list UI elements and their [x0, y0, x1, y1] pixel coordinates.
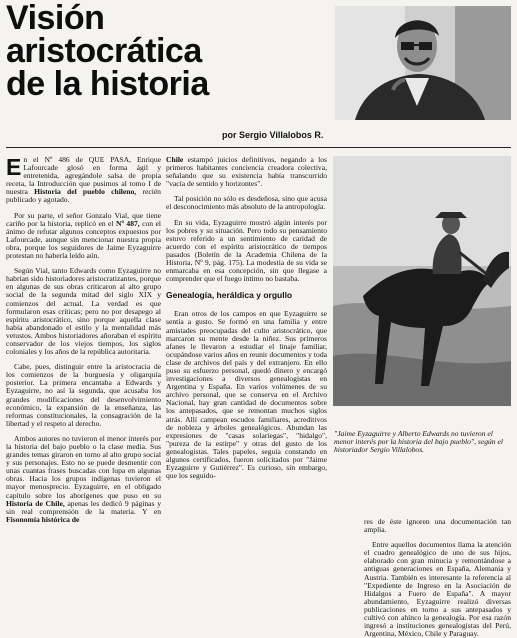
headline	[6, 2, 326, 101]
paragraph-9: Eran otros de los campos en que Eyzaguirre se sentía a gusto. Se formó en una familia y entre amistades preocupadas del culto aristocrático, que marcaron su mente desde la niñez. Sus primeros afanes le llevaron a estudiar el linaje familiar, ocupándose varios años en reunir documentos y toda clase de archivos del país y del extranjero. En ello puso su esfuerzo personal, quedó dinero y encargó investigaciones a diversos genealogistas en Argentina y España. En varios volúmenes de su archivo personal, que se conserva en el Archivo Nacional, hay gran cantidad de documentos sobre los antepasados, que se remontan muchos siglos atrás. Allí campean escudos familiares, acreditivos de nobleza y árboles genealógicos. Abundan las expresiones de "casas solariegas", "hidalgo", "pureza de la estirpe" y otras del gusto de los genealogistas. Tales papeles, seguía constando en algunos certificados, fueron solicitados por "Jaime Eyzaguirre y Gutiérrez". Es curioso, sin embargo, que los seguido-	[166, 309, 327, 481]
paragraph-8: En su vida, Eyzaguirre mostró algún interés por los pobres y su situación. Pero todo su pensamiento estuvo referido a un sentimiento de caridad de acuerdo con el espíritu aristocrático de tiempos pasados (Boletín de la Academia Chilena de la Historia, Nº 9, pág. 175). La modestia de su vida se enmarcaba en esa concepción, sin que llegase a comprender que el fuego íntimo no bastaba.	[166, 217, 327, 284]
headline-line-3: de la historia	[6, 65, 209, 103]
paragraph-5: Ambos autores no tuvieron el menor interés por la historia del bajo pueblo o la clase media. Sus grandes temas giraron en torno al alto grupo social y sus personajes. Esto no se puede desmentir con unas cuantas frases buscadas con lupa en algunas obras. Hacia los grupos indígenas tuvieron el mayor menosprecio. Eyzaguirre, en el obligado capítulo sobre los aborígenes que puso en su Historia de Chile, apenas les dedicó 9 páginas y sin real comprensión de la materia. Y en Fisonomía histórica de	[6, 433, 161, 524]
author-portrait-photo	[335, 6, 511, 120]
article-column-2	[166, 156, 327, 596]
subheading: Genealogía, heráldica y orgullo	[166, 290, 293, 301]
paragraph-1: En el Nº 486 de QUE PASA, Enrique Lafourcade glosó en forma ágil y entretenida, agregándole salsa de propia receta, la Introducción que pusimos al tomo I de nuestra Historia del pueblo chileno, recién publicado y agotado.	[6, 154, 161, 205]
paragraph-3: Según Vial, tanto Edwards como Eyzaguirre no habrían sido historiadores aristocratizantes, porque en algunas de sus obras criticaron al alto grupo social de la segunda mitad del siglo XIX y comienzos del actual. La verdad es que formularon esas críticas; pero no por desapego al espíritu aristocrático, sino porque aquella clase había abandonado el estilo y la mentalidad más vetustos. Ambos historiadores añoraban el espíritu conservador de los viejos tiempos, los siglos coloniales y los años de la república autoritaria.	[6, 266, 161, 357]
paragraph-10: res de éste ignoren una documentación tan amplia.	[364, 517, 511, 535]
headline-line-2: aristocrática	[6, 32, 202, 70]
drop-cap: E	[6, 154, 22, 180]
article-column-3	[364, 517, 511, 638]
paragraph-2: Por su parte, el señor Gonzalo Vial, que tiene cariño por la historia, replicó en el Nº 487, con el ánimo de refutar algunos conceptos expuestos por Lafourcade, aunque sin mencionar nuestra propia obra, porque los seguidores de Jaime Eyzaguirre protestan no haberla leído aún.	[6, 210, 162, 261]
article-column-1	[6, 156, 161, 596]
byline: por Sergio Villalobos R.	[222, 130, 324, 140]
column-rule-top	[6, 147, 511, 148]
paragraph-7: Tal posición no sólo es desdeñosa, sino que acusa el desconocimiento más absoluto de la antropología.	[166, 194, 327, 212]
headline-line-1: Visión	[6, 0, 105, 37]
paragraph-6: Chile estampó juicios definitivos, negando a los primeros habitantes conciencia creadora colectiva, señalando que su existencia había transcurrido "vacía de sentido y horizontes".	[166, 155, 327, 189]
horseman-photo	[333, 156, 511, 406]
paragraph-4: Cabe, pues, distinguir entre la aristocracia de los comienzos de la burguesía y oligarquía posterior. La primera encantaba a Edwards y Eyzaguirre, no así la segunda, que acusaba los grandes modificaciones del desenvolvimiento económico, la expansión de la enseñanza, las reformas constitucionales, la consagración de la libertad y el respeto al derecho.	[6, 362, 161, 428]
paragraph-11: Entre aquellos documentos llama la atención el cuadro genealógico de uno de sus hijos, elaborado con gran minucia y remontándose a antiguas generaciones en España, Alemania y Austria. También es interesante la referencia al "Expediente de Ingreso en la Asociación de Hidalgos a Fuero de España". A mayor abundamiento, Eyzaguirre realizó diversas publicaciones en torno a sus antepasados y cultivó con ahínco la genealogía. Por esa razón ingresó a instituciones genealogistas del Perú, Argentina, México, Chile y Paraguay.	[364, 540, 511, 638]
photo-caption: "Jaime Eyzaguirre y Alberto Edwards no tuvieron el menor interés por la historia del bajo pueblo", según el historiador Sergio Villalobos.	[334, 429, 503, 455]
